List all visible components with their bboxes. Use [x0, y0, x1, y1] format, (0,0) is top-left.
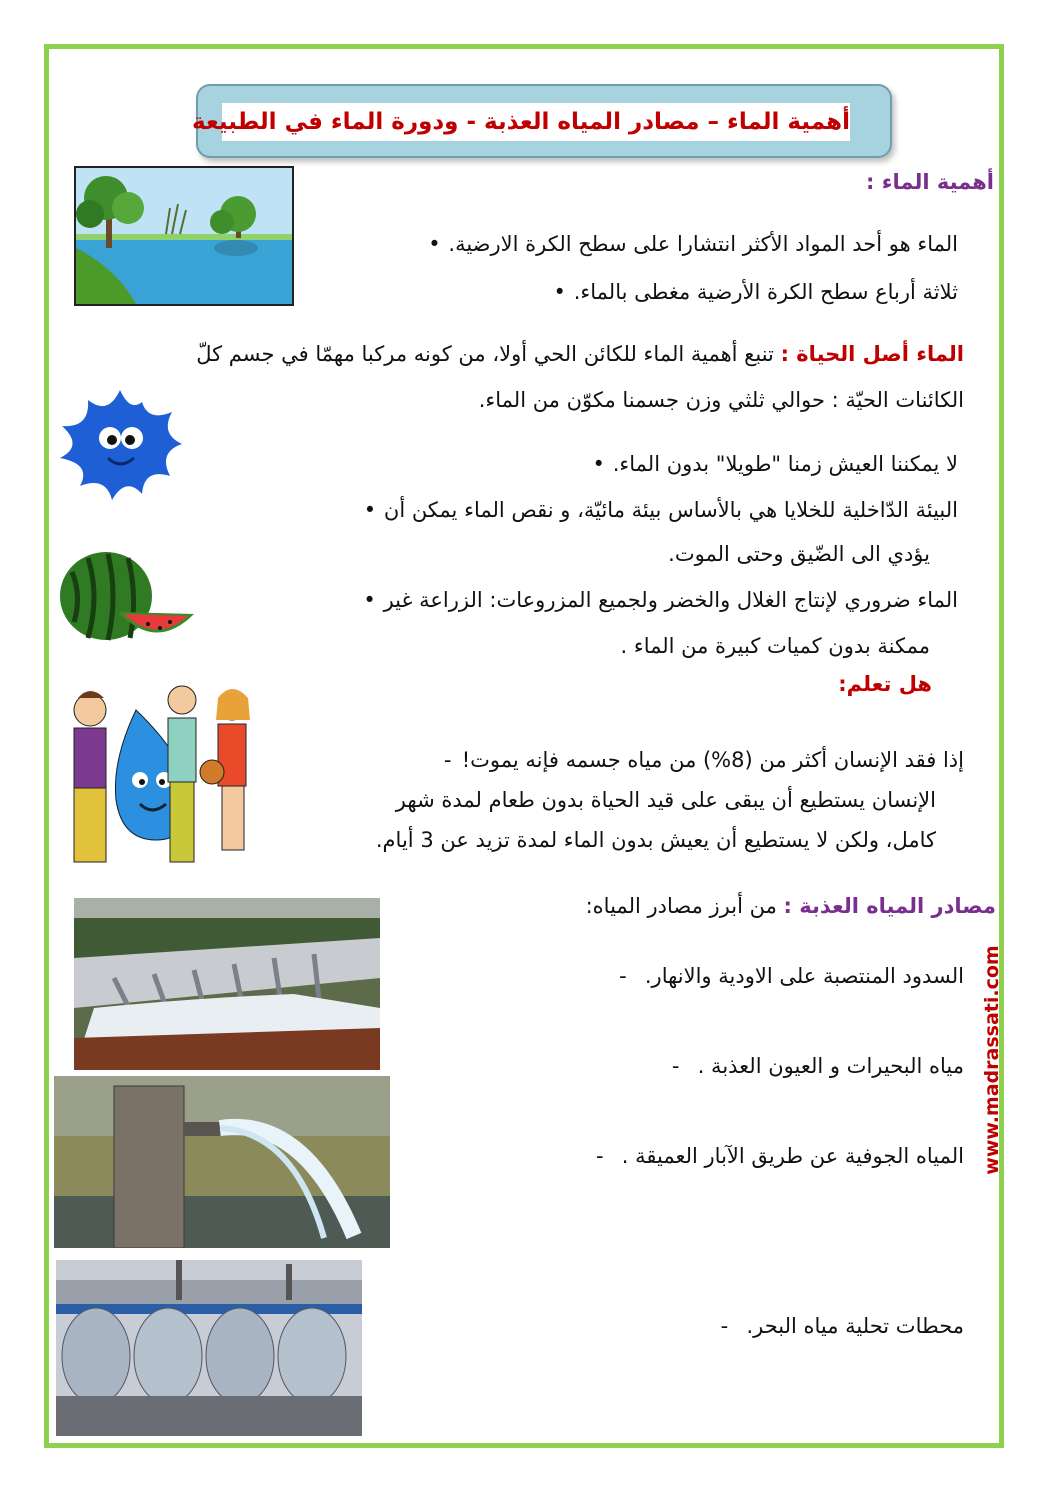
list-item-continuation: ممكنة بدون كميات كبيرة من الماء . [620, 634, 930, 658]
source-text: مياه البحيرات و العيون العذبة . [697, 1054, 964, 1078]
dash-symbol: - [619, 964, 627, 988]
dash-symbol: - [443, 748, 452, 772]
bullet-dot: • [363, 498, 377, 522]
source-item [444, 1306, 964, 1346]
bullet-text: لا يمكننا العيش زمنا "طويلا" بدون الماء. [612, 452, 958, 476]
lake-trees-image [74, 166, 294, 306]
desalination-plant-image [56, 1260, 362, 1436]
bullet-text: الماء ضروري لإنتاج الغلال والخضر ولجميع المزروعات: الزراعة غير [383, 588, 958, 612]
source-text: محطات تحلية مياه البحر. [746, 1314, 964, 1338]
bullet-text: ثلاثة أرباع سطح الكرة الأرضية مغطى بالماء. [573, 280, 958, 304]
dash-symbol: - [720, 1314, 729, 1338]
paragraph-line: الكائنات الحيّة : حوالي ثلثي وزن جسمنا مكوّن من الماء. [478, 388, 964, 412]
did-you-know-line [284, 740, 964, 780]
did-you-know-line: كامل، ولكن لا يستطيع أن يعيش بدون الماء لمدة تزيد عن 3 أيام. [375, 828, 936, 852]
bullet-text: البيئة الدّاخلية للخلايا هي بالأساس بيئة مائيّة، و نقص الماء يمكن أن [383, 498, 958, 522]
people-with-water-drop-image [60, 680, 256, 882]
source-text: المياه الجوفية عن طريق الآبار العميقة . [621, 1144, 964, 1168]
source-item [444, 956, 964, 996]
subheading-life-origin: الماء أصل الحياة : [780, 342, 964, 366]
freshwater-sources-heading-line [396, 894, 996, 918]
dash-symbol: - [671, 1054, 680, 1078]
source-item [444, 1136, 964, 1176]
list-item [318, 272, 958, 312]
dash-symbol: - [595, 1144, 604, 1168]
did-you-know-heading: هل تعلم: [838, 672, 932, 696]
sources-intro: من أبرز مصادر المياه: [585, 894, 777, 918]
watermark-text: www.madrassati.com [981, 945, 1003, 1175]
fact-text: إذا فقد الإنسان أكثر من (8%) من مياه جسمه فإنه يموت! [461, 748, 964, 772]
bullet-dot: • [553, 280, 566, 304]
source-text: السدود المنتصبة على الاودية والانهار. [644, 964, 964, 988]
bullet-dot: • [363, 588, 376, 612]
list-item [258, 444, 958, 484]
list-item [238, 580, 958, 620]
section-heading-importance: أهمية الماء : [866, 170, 994, 194]
source-item [444, 1046, 964, 1086]
bullet-dot: • [592, 452, 605, 476]
bullet-text: الماء هو أحد المواد الأكثر انتشارا على سطح الكرة الارضية. [448, 232, 958, 256]
paragraph-text: تنبع أهمية الماء للكائن الحي أولا، من كونه مركبا مهمّا في جسم كلّ [196, 342, 774, 366]
paragraph-life-origin [84, 332, 964, 376]
watermelon-image [52, 552, 198, 644]
list-item [318, 224, 958, 264]
water-splash-character-image [52, 382, 188, 506]
page-title: أهمية الماء – مصادر المياه العذبة - ودورة الماء في الطبيعة [222, 103, 850, 141]
website-watermark [972, 940, 1012, 1180]
list-item-continuation: يؤدي الى الضّيق وحتى الموت. [668, 542, 930, 566]
water-pipe-image [54, 1076, 390, 1248]
section-heading-sources: مصادر المياه العذبة : [783, 894, 996, 918]
bullet-dot: • [428, 232, 441, 256]
did-you-know-line: الإنسان يستطيع أن يبقى على قيد الحياة بدون طعام لمدة شهر [395, 788, 936, 812]
dam-image [74, 898, 380, 1070]
list-item [238, 490, 958, 530]
